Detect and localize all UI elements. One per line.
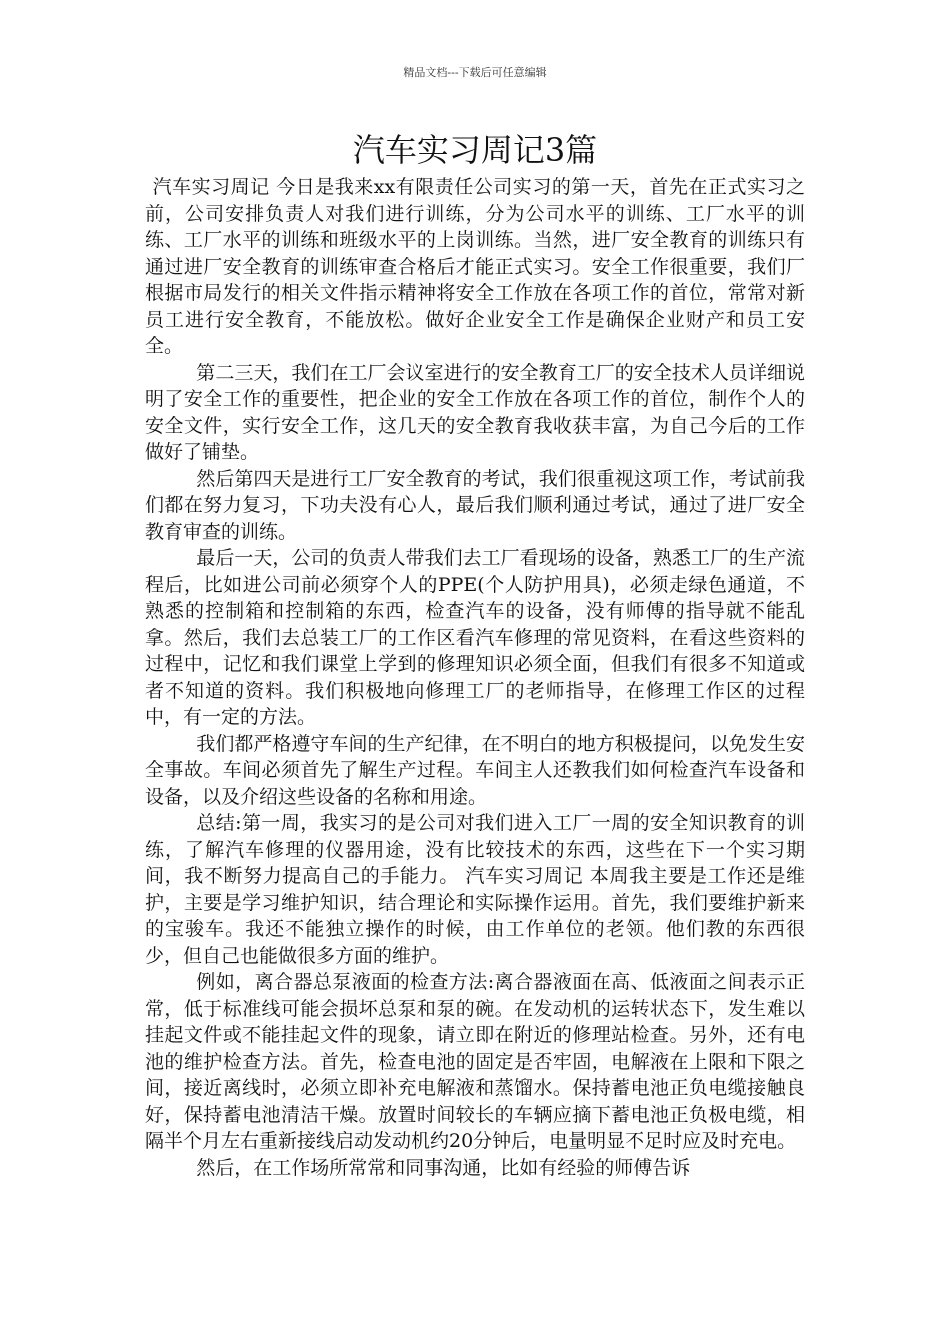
document-body xyxy=(145,174,805,1181)
paragraph-8: 然后，在工作场所常常和同事沟通，比如有经验的师傅告诉 xyxy=(196,1156,691,1179)
paragraph-1: 汽车实习周记 今日是我来xx有限责任公司实习的第一天，首先在正式实习之前，公司安排负责人对我们进行训练，分为公司水平的训练、工厂水平的训练、工厂水平的训练和班级水平的上岗训练。当然，进厂安全教育的训练只有通过进厂安全教育的训练审查合格后才能正式实习。安全工作很重要，我们厂根据市局发行的相关文件指示精神将安全工作放在各项工作的首位，常常对新员工进行安全教育，不能放松。做好企业安全工作是确保企业财产和员工安全。 xyxy=(145,176,805,357)
paragraph-7: 例如，离合器总泵液面的检查方法:离合器液面在高、低液面之间表示正常，低于标准线可能会损坏总泵和泵的碗。在发动机的运转状态下，发生难以挂起文件或不能挂起文件的现象，请立即在附近的修理站检查。另外，还有电池的维护检查方法。首先，检查电池的固定是否牢固，电解液在上限和下限之间，接近离线时，必须立即补充电解液和蒸馏水。保持蓄电池正负电缆接触良好，保持蓄电池清洁干燥。放置时间较长的车辆应摘下蓄电池正负极电缆，相隔半个月左右重新接线启动发动机约20分钟后，电量明显不足时应及时充电。 xyxy=(145,971,805,1152)
page-header: 精品文档---下载后可任意编辑 xyxy=(403,66,547,79)
paragraph-5: 我们都严格遵守车间的生产纪律，在不明白的地方积极提问，以免发生安全事故。车间必须首先了解生产过程。车间主人还教我们如何检查汽车设备和设备，以及介绍这些设备的名称和用途。 xyxy=(145,732,805,808)
document-title: 汽车实习周记3篇 xyxy=(352,131,598,169)
paragraph-3: 然后第四天是进行工厂安全教育的考试，我们很重视这项工作，考试前我们都在努力复习，下功夫没有心人，最后我们顺利通过考试，通过了进厂安全教育审查的训练。 xyxy=(145,467,805,543)
paragraph-4: 最后一天，公司的负责人带我们去工厂看现场的设备，熟悉工厂的生产流程后，比如进公司前必须穿个人的PPE(个人防护用具)，必须走绿色通道，不熟悉的控制箱和控制箱的东西，检查汽车的设备，没有师傅的指导就不能乱拿。然后，我们去总装工厂的工作区看汽车修理的常见资料，在看这些资料的过程中，记忆和我们课堂上学到的修理知识必须全面，但我们有很多不知道或者不知道的资料。我们积极地向修理工厂的老师指导，在修理工作区的过程中，有一定的方法。 xyxy=(145,547,805,728)
paragraph-2: 第二三天，我们在工厂会议室进行的安全教育工厂的安全技术人员详细说明了安全工作的重要性，把企业的安全工作放在各项工作的首位，制作个人的安全文件，实行安全工作，这几天的安全教育我收获丰富，为自己今后的工作做好了铺垫。 xyxy=(145,361,805,463)
paragraph-6: 总结:第一周，我实习的是公司对我们进入工厂一周的安全知识教育的训练，了解汽车修理的仪器用途，没有比较技术的东西，这些在下一个实习期间，我不断努力提高自己的手能力。 汽车实习周记 本周我主要是工作还是维护，主要是学习维护知识，结合理论和实际操作运用。首先，我们要维护新来的宝骏车。我还不能独立操作的时候，由工作单位的老领。他们教的东西很少，但自己也能做很多方面的维护。 xyxy=(145,812,805,967)
